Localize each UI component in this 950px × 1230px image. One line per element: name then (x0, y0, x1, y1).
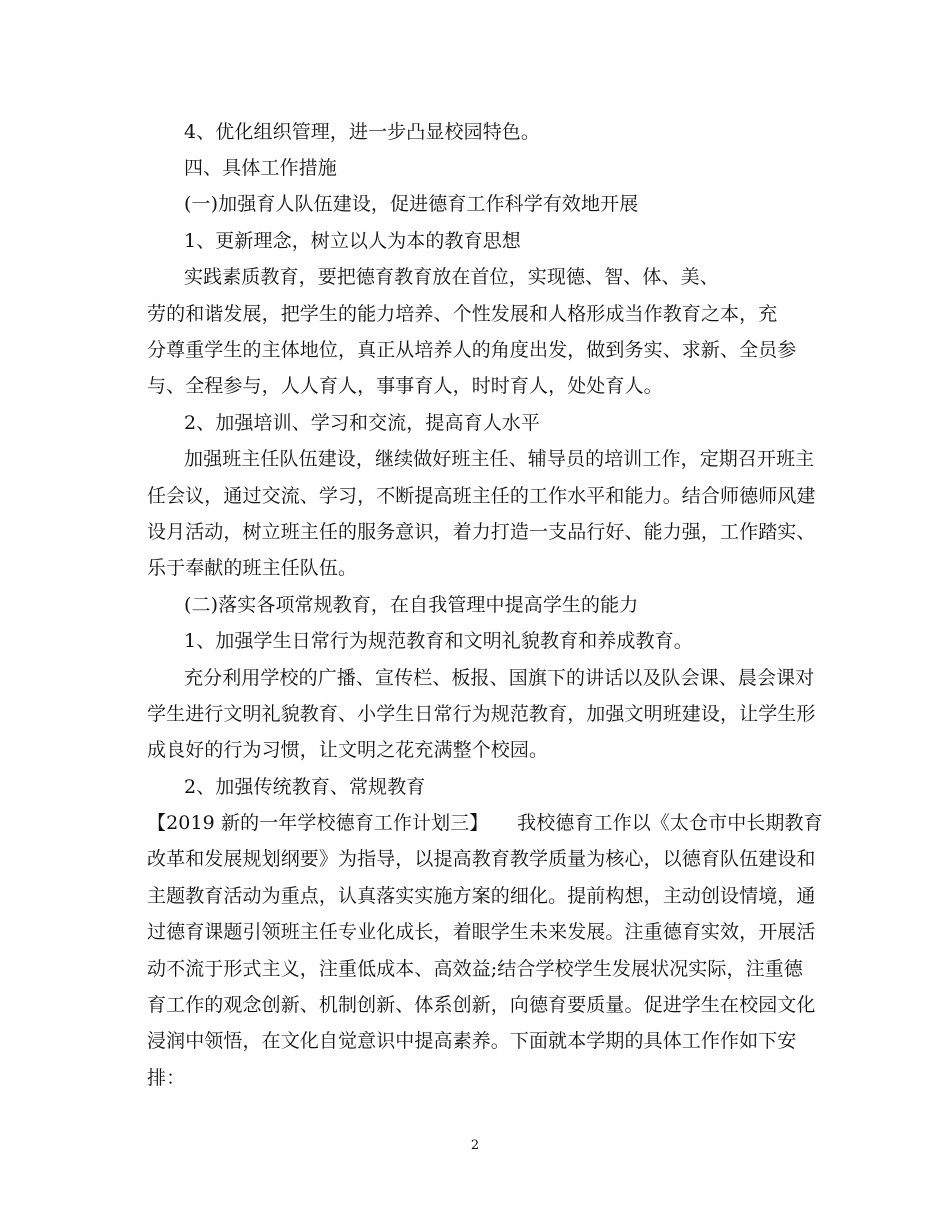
item-heading: 1、更新理念，树立以人为本的教育思想 (184, 230, 521, 252)
text-line: 加强班主任队伍建设，继续做好班主任、辅导员的培训工作，定期召开班主 (184, 448, 815, 470)
item-heading: 2、加强传统教育、常规教育 (184, 776, 426, 798)
text-line: 排： (147, 1067, 186, 1089)
text-line: 动不流于形式主义，注重低成本、高效益;结合学校学生发展状况实际，注重德 (147, 958, 803, 980)
text-line: 学生进行文明礼貌教育、小学生日常行为规范教育，加强文明班建设，让学生形 (147, 703, 816, 725)
text-line: 浸润中领悟，在文化自觉意识中提高素养。下面就本学期的具体工作作如下安 (147, 1030, 797, 1052)
text-line: 【2019 新的一年学校德育工作计划三】 我校德育工作以《太仓市中长期教育 (147, 812, 823, 834)
text-line: 乐于奉献的班主任队伍。 (147, 557, 358, 579)
text-line: 4、优化组织管理，进一步凸显校园特色。 (184, 121, 540, 143)
page-number: 2 (470, 1138, 480, 1153)
text-line: 改革和发展规划纲要》为指导，以提高教育教学质量为核心，以德育队伍建设和 (147, 848, 816, 870)
text-line: 育工作的观念创新、机制创新、体系创新，向德育要质量。促进学生在校园文化 (147, 994, 816, 1016)
text-line: 实践素质教育，要把德育教育放在首位，实现德、智、体、美、 (184, 266, 719, 288)
text-line: 充分利用学校的广播、宣传栏、板报、国旗下的讲话以及队会课、晨会课对 (184, 667, 815, 689)
text-line: 劳的和谐发展，把学生的能力培养、个性发展和人格形成当作教育之本，充 (147, 303, 778, 325)
item-heading: 1、加强学生日常行为规范教育和文明礼貌教育和养成教育。 (184, 630, 693, 652)
text-line: 设月活动，树立班主任的服务意识，着力打造一支品行好、能力强，工作踏实、 (147, 521, 816, 543)
text-line: 任会议，通过交流、学习，不断提高班主任的工作水平和能力。结合师德师风建 (147, 485, 816, 507)
text-line: 与、全程参与，人人育人，事事育人，时时育人，处处育人。 (147, 375, 663, 397)
text-line: 过德育课题引领班主任专业化成长，着眼学生未来发展。注重德育实效，开展活 (147, 921, 816, 943)
section-heading: 四、具体工作措施 (184, 157, 337, 179)
subsection-heading: (二)落实各项常规教育，在自我管理中提高学生的能力 (184, 594, 639, 616)
text-line: 分尊重学生的主体地位，真正从培养人的角度出发，做到务实、求新、全员参 (147, 339, 797, 361)
subsection-heading: (一)加强育人队伍建设，促进德育工作科学有效地开展 (184, 193, 639, 215)
text-line: 成良好的行为习惯，让文明之花充满整个校园。 (147, 739, 549, 761)
item-heading: 2、加强培训、学习和交流，提高育人水平 (184, 412, 540, 434)
text-line: 主题教育活动为重点，认真落实实施方案的细化。提前构想，主动创设情境，通 (147, 885, 816, 907)
